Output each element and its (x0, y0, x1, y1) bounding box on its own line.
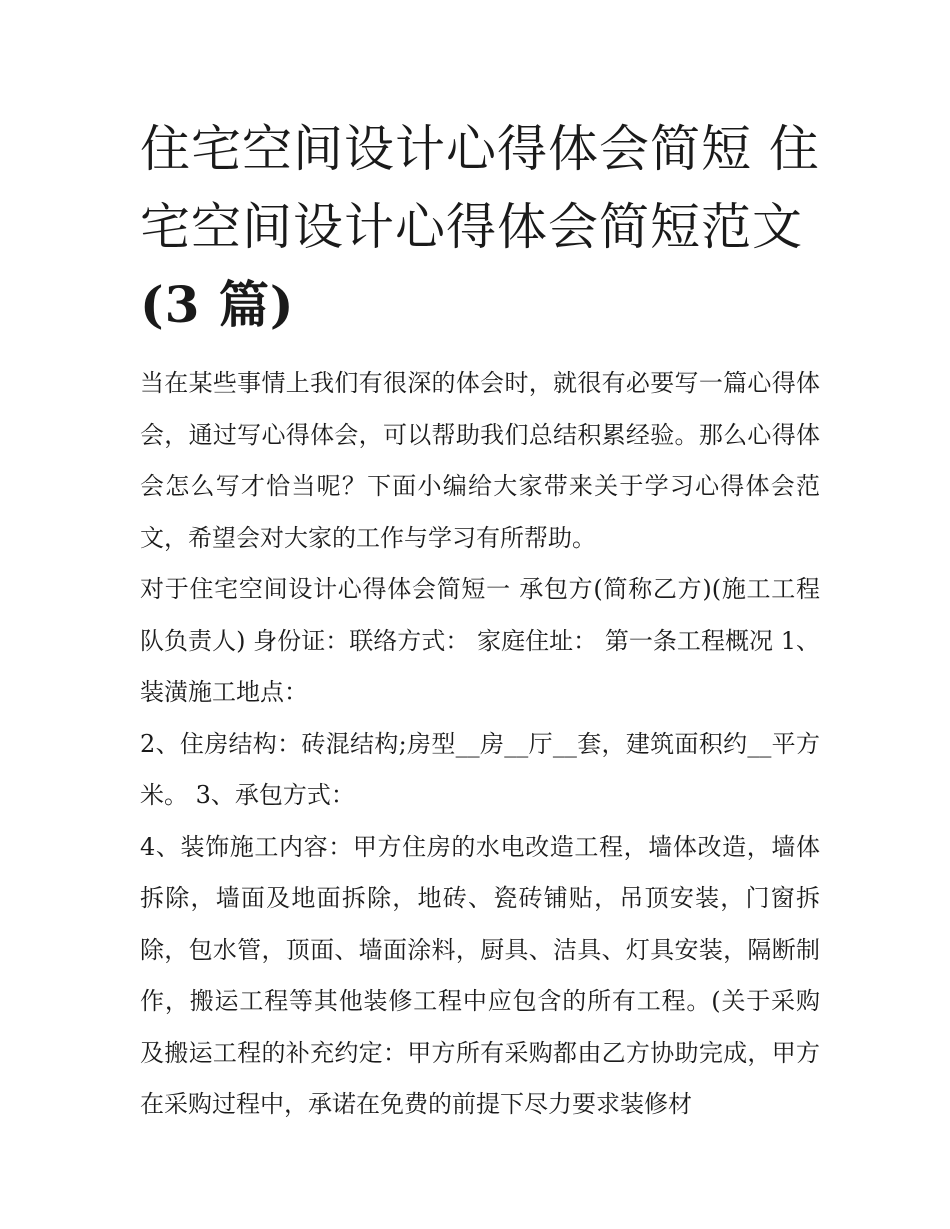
title-main: 住宅空间设计心得体会简短 住宅空间设计心得体会简短范文 (140, 120, 820, 256)
body-paragraph-3: 4、装饰施工内容：甲方住房的水电改造工程，墙体改造，墙体拆除，墙面及地面拆除，地砖、瓷砖铺贴，吊顶安装，门窗拆除，包水管，顶面、墙面涂料，厨具、洁具、灯具安装，隔断制作，搬运工程等其他装修工程中应包含的所有工程。(关于采购及搬运工程的补充约定：甲方所有采购都由乙方协助完成，甲方在采购过程中，承诺在免费的前提下尽力要求装修材 (140, 832, 820, 1118)
body-paragraph-2: 2、住房结构：砖混结构;房型__房__厅__套，建筑面积约__平方米。 3、承包方式： (140, 729, 820, 809)
document-page (140, 110, 820, 1131)
intro-paragraph: 当在某些事情上我们有很深的体会时，就很有必要写一篇心得体会，通过写心得体会，可以帮助我们总结积累经验。那么心得体会怎么写才恰当呢？下面小编给大家带来关于学习心得体会范文，希望会对大家的工作与学习有所帮助。 (140, 369, 820, 552)
body-paragraph-1: 对于住宅空间设计心得体会简短一 承包方(简称乙方)(施工工程队负责人) 身份证：联络方式： 家庭住址： 第一条工程概况 1、装潢施工地点： (140, 575, 820, 706)
title-suffix: (3 篇) (140, 275, 295, 334)
document-title (140, 110, 820, 344)
